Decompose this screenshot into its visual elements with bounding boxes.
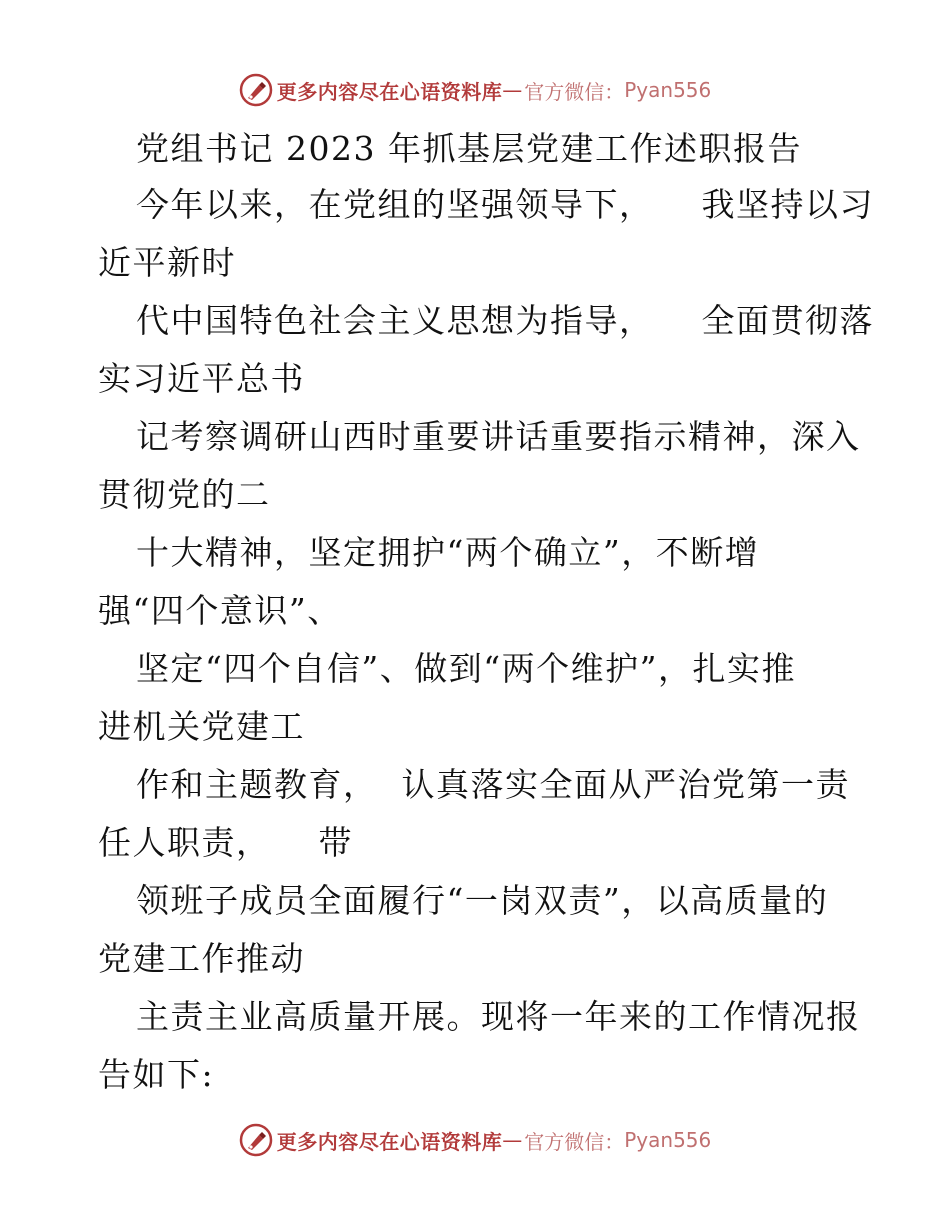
paragraph-line: 十大精神，坚定拥护“两个确立”，不断增 xyxy=(136,533,760,572)
paragraph-line: 领班子成员全面履行“一岗双责”，以高质量的 xyxy=(136,881,829,920)
paragraph-line: 党建工作推动 xyxy=(98,939,305,978)
paragraph-line: 作和主题教育， 认真落实全面从严治党第一责 xyxy=(136,765,850,804)
paragraph-line: 强“四个意识”、 xyxy=(98,591,342,630)
watermark-separator: — xyxy=(502,78,523,102)
paragraph-line: 任人职责， 带 xyxy=(98,823,353,862)
watermark-id: Pyan556 xyxy=(624,78,712,102)
watermark-separator: — xyxy=(502,1128,523,1152)
document-title: 党组书记 2023 年抓基层党建工作述职报告 xyxy=(136,129,802,168)
paragraph-line: 实习近平总书 xyxy=(98,359,305,398)
paragraph-line: 主责主业高质量开展。现将一年来的工作情况报 xyxy=(136,997,861,1036)
watermark-label: 官方微信： xyxy=(524,79,625,104)
paragraph-line: 今年以来，在党组的坚强领导下， 我坚持以习 xyxy=(136,185,874,224)
watermark-footer xyxy=(0,1120,950,1160)
paragraph-line: 贯彻党的二 xyxy=(98,475,271,514)
paragraph-line: 告如下: xyxy=(98,1055,215,1094)
paragraph-line: 代中国特色社会主义思想为指导， 全面贯彻落 xyxy=(136,301,874,340)
paragraph-line: 记考察调研山西时重要讲话重要指示精神，深入 xyxy=(136,417,861,456)
watermark-brand-text: 更多内容尽在心语资料库 xyxy=(276,1129,503,1154)
watermark-brand-text: 更多内容尽在心语资料库 xyxy=(276,79,503,104)
watermark-label: 官方微信： xyxy=(524,1129,625,1154)
paragraph-line: 坚定“四个自信”、做到“两个维护”，扎实推 xyxy=(136,649,796,688)
watermark-id: Pyan556 xyxy=(624,1128,712,1152)
pen-nib-icon xyxy=(239,73,273,107)
watermark-header xyxy=(0,70,950,110)
paragraph-line: 进机关党建工 xyxy=(98,707,305,746)
paragraph-line: 近平新时 xyxy=(98,243,236,282)
pen-nib-icon xyxy=(239,1123,273,1157)
